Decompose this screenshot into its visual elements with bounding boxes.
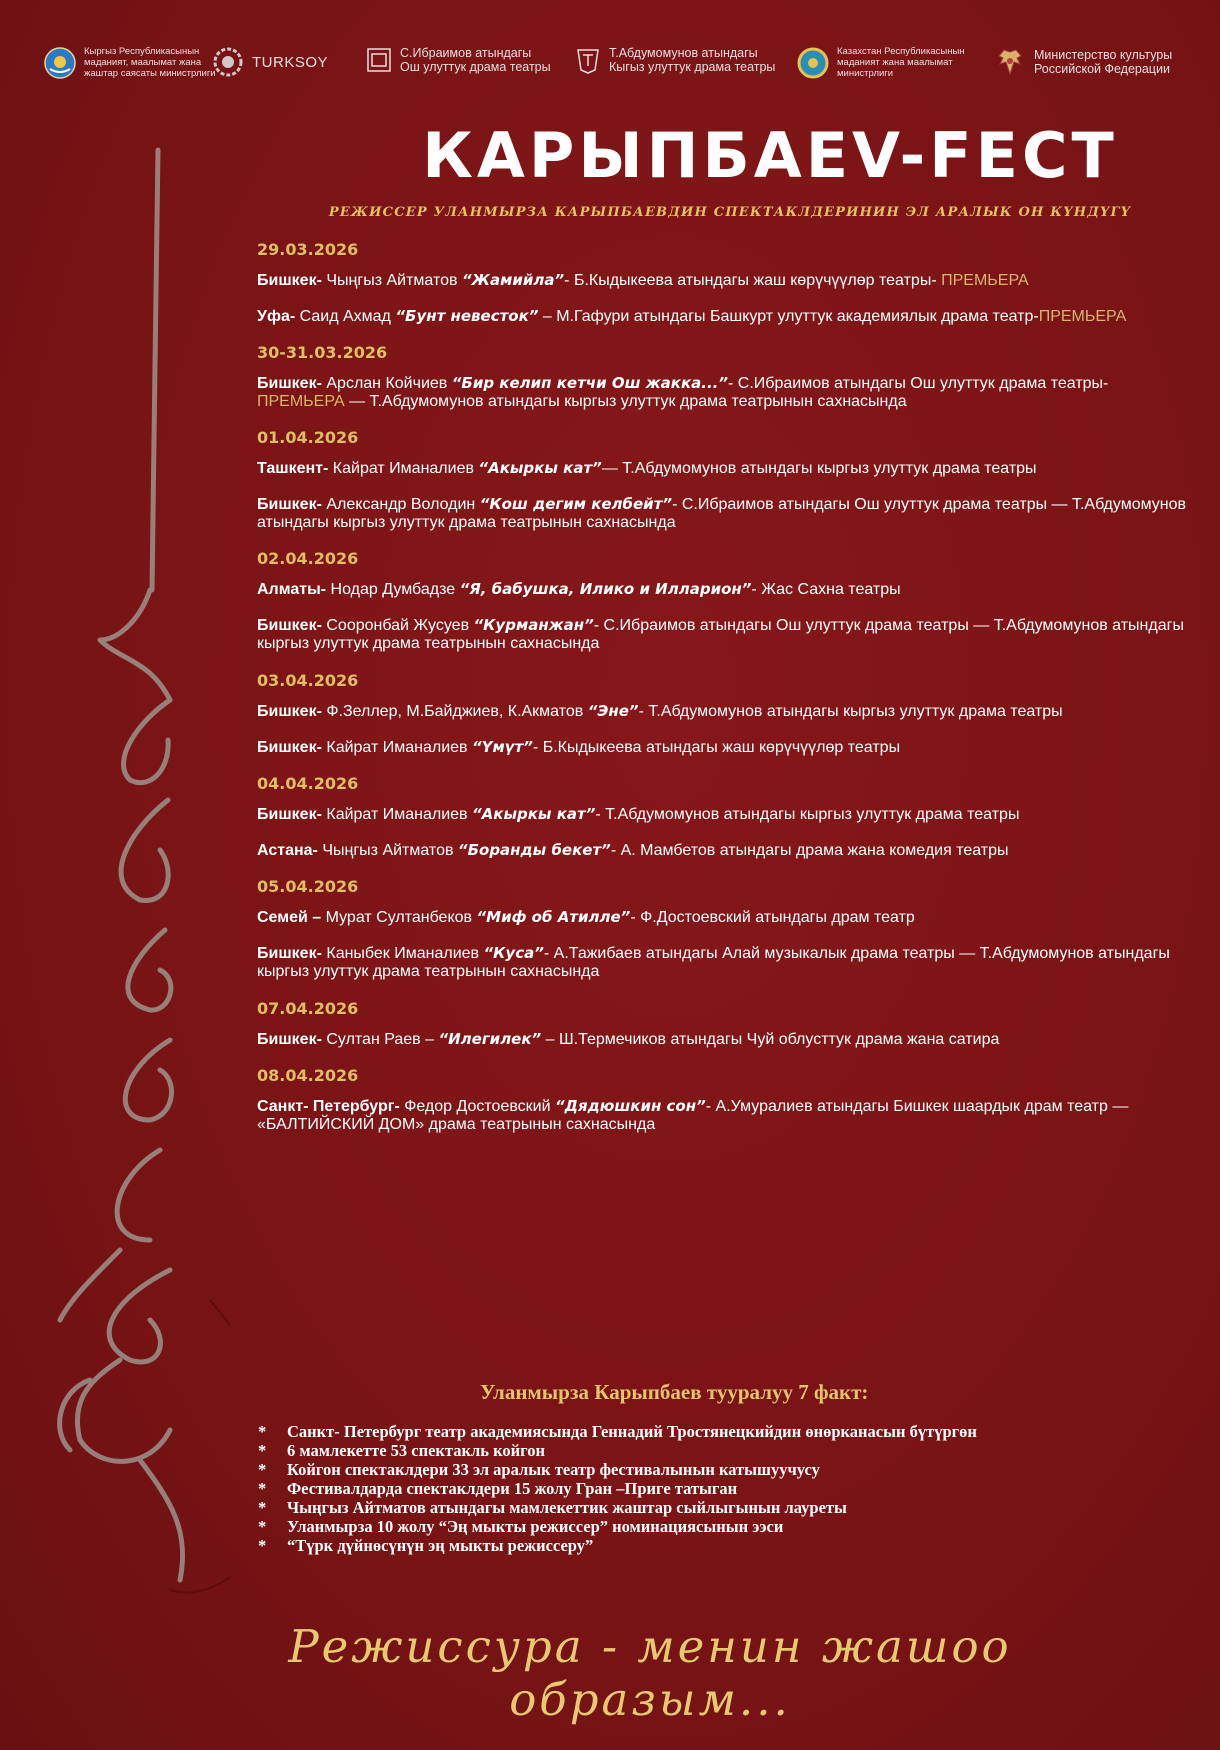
event-city: Бишкек- bbox=[257, 703, 322, 720]
event-author: Нодар Думбадзе bbox=[326, 581, 460, 598]
osh-theatre-icon bbox=[366, 47, 392, 73]
schedule-day bbox=[257, 671, 1187, 757]
event-date: 07.04.2026 bbox=[257, 999, 359, 1018]
event-details: - Жас Сахна театры bbox=[751, 581, 901, 598]
schedule-day bbox=[257, 774, 1187, 860]
event-author: Каныбек Иманалиев bbox=[321, 945, 484, 962]
fact-text: Уланмырза 10 жолу “Эң мыкты режиссер” номинациясынын ээси bbox=[287, 1517, 784, 1536]
event-author: Кайрат Иманалиев bbox=[321, 806, 472, 823]
event-details: - Ф.Достоевский атындагы драм театр bbox=[630, 909, 915, 926]
event-play-title: “Бир келип кетчи Ош жакка...” bbox=[451, 374, 729, 392]
event-details: - А. Мамбетов атындагы драма жана комедия театры bbox=[610, 842, 1009, 859]
event-entry bbox=[257, 374, 1187, 411]
event-premiere: ПРЕМЬЕРА bbox=[1038, 308, 1127, 325]
event-city: Бишкек- bbox=[257, 1031, 322, 1048]
schedule-day bbox=[257, 549, 1187, 653]
event-author: Александр Володин bbox=[321, 496, 480, 513]
fact-item bbox=[258, 1460, 977, 1479]
event-details: — Т.Абдумомунов атындагы кыргыз улуттук драма театры bbox=[601, 460, 1037, 477]
event-details: - А.Умуралиев атындагы Бишкек шаардык драм театр — «БАЛТИЙСКИЙ ДОМ» драма театрынын сахнасында bbox=[257, 1098, 1129, 1133]
event-details: – Ш.Термечиков атындагы Чуй облусттук драма жана сатира bbox=[541, 1031, 1000, 1048]
fact-text: 6 мамлекетте 53 спектакль койгон bbox=[287, 1441, 545, 1460]
event-details: - Т.Абдумомунов атындагы кыргыз улуттук драма театры bbox=[595, 806, 1020, 823]
event-play-title: “Я, бабушка, Илико и Илларион” bbox=[459, 580, 752, 598]
logo-russian-ministry bbox=[994, 46, 1172, 78]
event-author: Ф.Зеллер, М.Байджиев, К.Акматов bbox=[321, 703, 588, 720]
fact-text: Чыңгыз Айтматов атындагы мамлекеттик жаштар сыйлыгынын лауреты bbox=[287, 1498, 847, 1517]
event-city: Бишкек- bbox=[257, 739, 322, 756]
event-entry bbox=[257, 580, 1187, 599]
schedule-day bbox=[257, 1066, 1187, 1134]
event-author: Кайрат Иманалиев bbox=[321, 739, 472, 756]
event-entry bbox=[257, 908, 1187, 927]
fact-bullet: * bbox=[258, 1460, 267, 1479]
logo-text: Казахстан Республикасынын маданият жана маалымат министрлиги bbox=[837, 46, 965, 79]
event-author: Федор Достоевский bbox=[399, 1098, 555, 1115]
event-entry bbox=[257, 495, 1187, 532]
event-author: Кайрат Иманалиев bbox=[328, 460, 479, 477]
fact-item bbox=[258, 1498, 977, 1517]
event-play-title: “Үмүт” bbox=[472, 738, 533, 756]
event-entry bbox=[257, 738, 1187, 757]
event-extra: — Т.Абдумомунов атындагы кыргыз улуттук драма театрынын сахнасында bbox=[344, 393, 907, 410]
fact-text: “Түрк дүйнөсүнүн эң мыкты режиссеру” bbox=[287, 1536, 594, 1555]
event-city: Алматы- bbox=[257, 581, 327, 598]
fact-bullet: * bbox=[258, 1517, 267, 1536]
schedule bbox=[257, 240, 1187, 1151]
logo-text: Министерство культуры Российской Федерации bbox=[1034, 48, 1173, 76]
event-city: Бишкек- bbox=[257, 496, 322, 513]
schedule-day bbox=[257, 877, 1187, 981]
logo-text: С.Ибраимов атындагы Ош улуттук драма театры bbox=[400, 46, 551, 74]
event-entry bbox=[257, 1030, 1187, 1049]
logo-osh-theatre bbox=[366, 46, 551, 74]
event-play-title: “Кош дегим келбейт” bbox=[479, 495, 673, 513]
schedule-day bbox=[257, 240, 1187, 326]
fact-item bbox=[258, 1517, 977, 1536]
event-entry bbox=[257, 1097, 1187, 1134]
event-date: 01.04.2026 bbox=[257, 428, 359, 447]
kyrgyz-emblem-icon bbox=[44, 47, 76, 79]
fact-item bbox=[258, 1479, 977, 1498]
logo-kazakhstan-ministry bbox=[797, 46, 965, 79]
event-details: - Т.Абдумомунов атындагы кыргыз улуттук драма театры bbox=[638, 703, 1063, 720]
fact-bullet: * bbox=[258, 1498, 267, 1517]
fact-bullet: * bbox=[258, 1441, 267, 1460]
event-play-title: “Курманжан” bbox=[473, 616, 594, 634]
event-city: Ташкент- bbox=[257, 460, 329, 477]
event-play-title: “Акыркы кат” bbox=[478, 459, 602, 477]
logo-text: TURKSOY bbox=[252, 53, 329, 71]
schedule-day bbox=[257, 999, 1187, 1049]
motto: Режиссура - менин жашоо образым... bbox=[288, 1620, 1012, 1726]
event-premiere: ПРЕМЬЕРА bbox=[936, 272, 1029, 289]
event-entry bbox=[257, 459, 1187, 478]
schedule-day bbox=[257, 428, 1187, 532]
event-details: - Б.Кыдыкеева атындагы жаш көрүчүүлөр театры bbox=[532, 739, 901, 756]
logo-turksoy bbox=[212, 46, 328, 78]
festival-title: КАРЫПБАЕV-FECT bbox=[422, 119, 1118, 192]
event-date: 30-31.03.2026 bbox=[257, 343, 388, 362]
event-city: Бишкек- bbox=[257, 806, 322, 823]
event-author: Чыңгыз Айтматов bbox=[317, 842, 458, 859]
event-play-title: “Жамийла” bbox=[461, 271, 565, 289]
logo-text: Кыргыз Республикасынын маданият, маалымат жана жаштар саясаты министрлиги bbox=[84, 46, 216, 79]
event-details: - Б.Кыдыкеева атындагы жаш көрүчүүлөр театры- bbox=[564, 272, 937, 289]
event-city: Бишкек- bbox=[257, 272, 322, 289]
event-entry bbox=[257, 271, 1187, 290]
event-date: 03.04.2026 bbox=[257, 671, 359, 690]
fact-bullet: * bbox=[258, 1479, 267, 1498]
fact-item bbox=[258, 1422, 977, 1441]
abdumomunov-theatre-icon bbox=[575, 46, 601, 74]
event-date: 29.03.2026 bbox=[257, 240, 359, 259]
event-details: - С.Ибраимов атындагы Ош улуттук драма театры- bbox=[728, 375, 1109, 392]
event-author: Арслан Койчиев bbox=[321, 375, 452, 392]
fact-text: Санкт- Петербург театр академиясында Геннадий Тростянецкийдин өнөрканасын бүтүргөн bbox=[287, 1422, 977, 1441]
event-details: - А.Тажибаев атындагы Алай музыкалык драма театры — Т.Абдумомунов атындагы кыргыз улуттук драма театрынын сахнасында bbox=[257, 945, 1170, 980]
event-entry bbox=[257, 307, 1187, 326]
fact-bullet: * bbox=[258, 1422, 267, 1441]
fact-item bbox=[258, 1441, 977, 1460]
event-entry bbox=[257, 944, 1187, 981]
fact-text: Койгон спектаклдери 33 эл аралык театр фестивалынын катышуучусу bbox=[287, 1460, 820, 1479]
event-details: - С.Ибраимов атындагы Ош улуттук драма театры — Т.Абдумомунов атындагы кыргыз улуттук драма театрынын сахнасында bbox=[257, 496, 1187, 531]
event-play-title: “Дядюшкин сон” bbox=[554, 1097, 706, 1115]
event-author: Саид Ахмад bbox=[295, 308, 396, 325]
russian-eagle-icon bbox=[994, 46, 1026, 78]
event-date: 04.04.2026 bbox=[257, 774, 359, 793]
event-play-title: “Куса” bbox=[483, 944, 544, 962]
event-entry bbox=[257, 616, 1187, 653]
event-play-title: “Акыркы кат” bbox=[472, 805, 596, 823]
event-play-title: “Миф об Атилле” bbox=[476, 908, 631, 926]
festival-subtitle: РЕЖИССЕР УЛАНМЫРЗА КАРЫПБАЕВДИН СПЕКТАКЛДЕРИНИН ЭЛ АРАЛЫК ОН КҮНДҮГҮ bbox=[328, 205, 1132, 220]
fact-item bbox=[258, 1536, 977, 1555]
facts-title: Уланмырза Карыпбаев тууралуу 7 факт: bbox=[480, 1380, 869, 1404]
event-entry bbox=[257, 805, 1187, 824]
event-author: Чыңгыз Айтматов bbox=[321, 272, 462, 289]
event-details: - С.Ибраимов атындагы Ош улуттук драма театры — Т.Абдумомунов атындагы кыргыз улуттук драма театрынын сахнасында bbox=[257, 617, 1184, 652]
event-play-title: “Бунт невесток” bbox=[395, 307, 539, 325]
schedule-day bbox=[257, 343, 1187, 411]
event-author: Султан Раев – bbox=[321, 1031, 439, 1048]
event-author: Мурат Султанбеков bbox=[321, 909, 477, 926]
event-date: 05.04.2026 bbox=[257, 877, 359, 896]
fact-text: Фестивалдарда спектаклдери 15 жолу Гран –Приге татыган bbox=[287, 1479, 738, 1498]
logo-text: Т.Абдумомунов атындагы Кыгыз улуттук драма театры bbox=[609, 46, 776, 74]
event-date: 08.04.2026 bbox=[257, 1066, 359, 1085]
event-city: Бишкек- bbox=[257, 945, 322, 962]
kazakhstan-emblem-icon bbox=[797, 47, 829, 79]
event-entry bbox=[257, 841, 1187, 860]
event-city: Санкт- Петербург- bbox=[257, 1098, 400, 1115]
signature-graphic bbox=[0, 0, 230, 1750]
logo-abdumomunov-theatre bbox=[575, 46, 775, 74]
fact-bullet: * bbox=[258, 1536, 267, 1555]
event-city: Бишкек- bbox=[257, 617, 322, 634]
event-premiere: ПРЕМЬЕРА bbox=[257, 393, 345, 410]
event-details: – М.Гафури атындагы Башкурт улуттук академиялык драма театр- bbox=[538, 308, 1039, 325]
event-play-title: “Илегилек” bbox=[438, 1030, 542, 1048]
event-city: Семей – bbox=[257, 909, 322, 926]
partner-logos bbox=[44, 46, 1194, 86]
event-date: 02.04.2026 bbox=[257, 549, 359, 568]
event-play-title: “Эне” bbox=[587, 702, 639, 720]
turksoy-icon bbox=[212, 46, 244, 78]
logo-kyrgyz-ministry bbox=[44, 46, 216, 79]
event-author: Сооронбай Жусуев bbox=[321, 617, 474, 634]
event-entry bbox=[257, 702, 1187, 721]
facts-list bbox=[258, 1422, 977, 1555]
event-city: Астана- bbox=[257, 842, 318, 859]
event-play-title: “Боранды бекет” bbox=[457, 841, 611, 859]
event-city: Уфа- bbox=[257, 308, 296, 325]
event-city: Бишкек- bbox=[257, 375, 322, 392]
